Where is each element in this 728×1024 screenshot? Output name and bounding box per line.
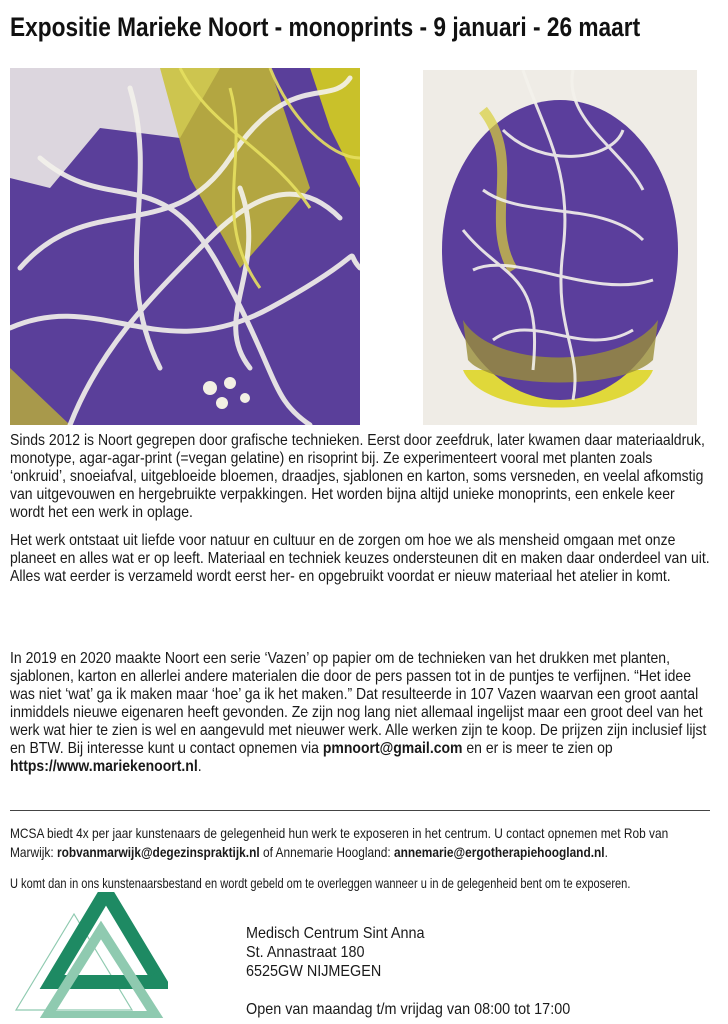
page-title: Expositie Marieke Noort - monoprints - 9 januari - 26 maart [10,12,641,42]
address-block [246,924,570,1019]
vase-monoprint-image [423,70,697,425]
mcsa-text: MCSA biedt 4x per jaar kunstenaars de gelegenheid hun werk te exposeren in het centrum. U contact opnemen met Rob van Marwijk: [10,825,669,860]
address-city: 6525GW NIJMEGEN [246,963,382,980]
paragraph-vazen [10,650,710,776]
artwork-monoprint-1 [10,68,360,425]
mcsa-logo [14,892,168,1018]
paragraph-motivation: Het werk ontstaat uit liefde voor natuur en cultuur en de zorgen om hoe we als mensheid omgaan met onze planeet en alles wat er op leeft. Materiaal en techniek keuzes ondersteunen dit en maken daar onderdeel van uit. Alles wat eerder is verzameld wordt eerst her- en opgebruikt voordat er nieuw materiaal het atelier in komt. [10,532,710,585]
artwork-monoprint-vaas [423,70,697,425]
mcsa-text-mid: of Annemarie Hoogland: [259,844,394,860]
vazen-text-end: . [197,758,202,775]
vazen-text-mid: en er is meer te zien op [462,740,613,757]
address-street: St. Annastraat 180 [246,944,365,961]
contact-email-annemarie[interactable]: annemarie@ergotherapiehoogland.nl [393,844,605,860]
artist-website-link[interactable]: https://www.mariekenoort.nl [10,758,198,775]
vazen-text: In 2019 en 2020 maakte Noort een serie ‘Vazen’ op papier om de technieken van het drukken met planten, sjablonen, karton en allerlei andere materialen die door de pers passen tot in de puntjes te verfijnen. “Het idee was niet ‘wat’ ga ik maken maar ‘hoe’ ga ik het maken.” Dat resulteerde in 107 Vazen waarvan een groot aantal inmiddels nieuwe eigenaren heeft gevonden. Ze zijn nog lang niet allemaal ingelijst maar een groot deel van het werk wat hier te zien is wel en aangevuld met nieuwer werk. Alle werken zijn te koop. De prijzen zijn inclusief lijst en BTW. Bij interesse kunt u contact opnemen via [10,650,707,757]
mcsa-text-end: . [604,844,608,860]
monoprint-image [10,68,360,425]
paragraph-intro: Sinds 2012 is Noort gegrepen door grafische technieken. Eerst door zeefdruk, later kwamen daar materiaaldruk, monotype, agar-agar-print (=vegan gelatine) en risoprint bij. Ze experimenteert vooral met planten zoals ‘onkruid’, snoeiafval, uitgebloeide bloemen, draadjes, sjablonen en karton, soms versneden, en veelal afkomstig van uitgevouwen en hergebruikte verpakkingen. Het worden bijna altijd unieke monoprints, een enkele keer wordt het een werk in oplage. [10,432,705,521]
artist-database-note: U komt dan in ons kunstenaarsbestand en wordt gebeld om te overleggen wanneer u in de gelegenheid bent om te exposeren. [10,875,631,891]
divider [10,810,710,811]
address-name: Medisch Centrum Sint Anna [246,925,425,942]
mcsa-info [10,824,707,862]
artist-email-link[interactable]: pmnoort@gmail.com [322,740,463,757]
contact-email-rob[interactable]: robvanmarwijk@degezinspraktijk.nl [56,844,260,860]
opening-hours: Open van maandag t/m vrijdag van 08:00 tot 17:00 [246,1001,571,1018]
